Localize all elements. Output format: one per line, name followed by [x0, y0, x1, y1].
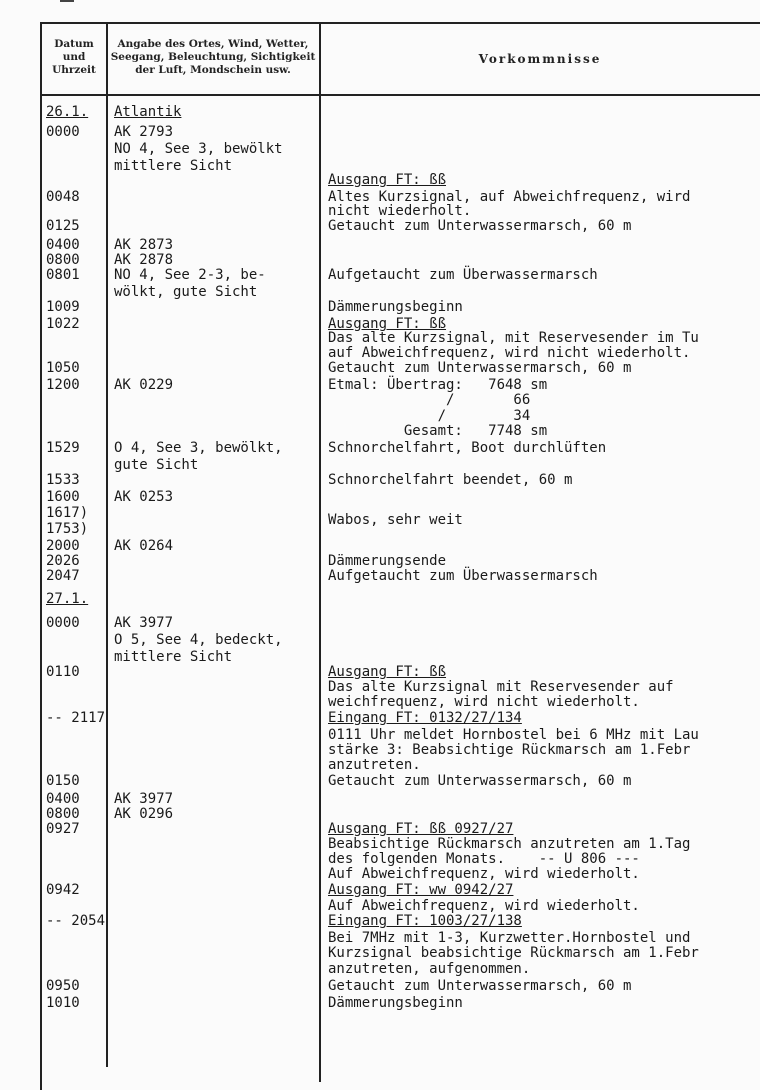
time-cell: 1533 — [46, 472, 80, 488]
header-location-weather — [110, 38, 316, 77]
log-row — [0, 568, 760, 585]
event-cell: Eingang FT: 1003/27/138 — [328, 913, 522, 929]
location-cell: gute Sicht — [114, 457, 199, 473]
corner-mark — [60, 0, 74, 2]
event-cell: 0111 Uhr meldet Hornbostel bei 6 MHz mit Lau — [328, 727, 699, 743]
event-cell: anzutreten, aufgenommen. — [328, 961, 531, 977]
event-cell: Ausgang FT: ßß — [328, 172, 447, 188]
time-cell: 1050 — [46, 360, 80, 376]
time-cell: 0400 — [46, 237, 80, 253]
log-row — [0, 961, 760, 978]
event-cell: Aufgetaucht zum Überwassermarsch — [328, 568, 598, 584]
time-cell: 1600 — [46, 489, 80, 505]
location-cell: AK 0296 — [114, 806, 174, 822]
log-row — [0, 141, 760, 158]
location-cell: AK 2878 — [114, 252, 174, 268]
event-cell: Das alte Kurzsignal mit Reservesender auf — [328, 679, 674, 695]
log-row — [0, 489, 760, 506]
time-cell: 1010 — [46, 995, 80, 1011]
log-row — [0, 218, 760, 235]
event-cell: Altes Kurzsignal, auf Abweichfrequenz, wird — [328, 189, 691, 205]
event-cell: Ausgang FT: ßß — [328, 316, 447, 332]
event-cell: Eingang FT: 0132/27/134 — [328, 710, 522, 726]
event-cell: Getaucht zum Unterwassermarsch, 60 m — [328, 360, 632, 376]
event-cell: Dämmerungsbeginn — [328, 995, 463, 1011]
header-col2-line2: Seegang, Beleuchtung, Sichtigkeit — [110, 51, 316, 63]
log-row — [0, 995, 760, 1012]
time-cell: 0000 — [46, 615, 80, 631]
event-cell: Kurzsignal beabsichtige Rückmarsch am 1.Febr — [328, 945, 699, 961]
location-cell: AK 2873 — [114, 237, 174, 253]
time-cell: -- 2117 — [46, 710, 106, 726]
location-cell: O 5, See 4, bedeckt, — [114, 632, 283, 648]
event-cell: weichfrequenz, wird nicht wiederholt. — [328, 694, 640, 710]
time-cell: 0950 — [46, 978, 80, 994]
log-row — [0, 632, 760, 649]
header-col2-line1: Angabe des Ortes, Wind, Wetter, — [117, 38, 309, 50]
event-cell: des folgenden Monats. -- U 806 --- — [328, 851, 640, 867]
location-cell: mittlere Sicht — [114, 649, 233, 665]
event-cell: auf Abweichfrequenz, wird nicht wiederholt. — [328, 345, 691, 361]
event-cell: Ausgang FT: ßß — [328, 664, 447, 680]
event-cell: nicht wiederholt. — [328, 203, 472, 219]
location-cell: AK 0229 — [114, 377, 174, 393]
event-cell: Das alte Kurzsignal, mit Reservesender im Tu — [328, 330, 699, 346]
log-row — [0, 591, 760, 608]
header-col2-line3: der Luft, Mondschein usw. — [135, 64, 291, 76]
time-cell: 1022 — [46, 316, 80, 332]
time-cell: 1617) — [46, 505, 89, 521]
location-cell: AK 2793 — [114, 124, 174, 140]
event-cell: Etmal: Übertrag: 7648 sm — [328, 377, 548, 393]
event-cell: anzutreten. — [328, 757, 421, 773]
time-cell: 1200 — [46, 377, 80, 393]
location-cell: mittlere Sicht — [114, 158, 233, 174]
log-row — [0, 694, 760, 711]
log-row — [0, 267, 760, 284]
event-cell: Schnorchelfahrt beendet, 60 m — [328, 472, 573, 488]
event-cell: stärke 3: Beabsichtige Rückmarsch am 1.Febr — [328, 742, 691, 758]
time-cell: 0125 — [46, 218, 80, 234]
log-row — [0, 978, 760, 995]
event-cell: Ausgang FT: ßß 0927/27 — [328, 821, 514, 837]
event-cell: Ausgang FT: ww 0942/27 — [328, 882, 514, 898]
location-cell: O 4, See 3, bewölkt, — [114, 440, 283, 456]
location-cell: AK 0264 — [114, 538, 174, 554]
time-cell: 0400 — [46, 791, 80, 807]
time-cell: 2047 — [46, 568, 80, 584]
log-row — [0, 945, 760, 962]
event-cell: Getaucht zum Unterwassermarsch, 60 m — [328, 978, 632, 994]
time-cell: 1753) — [46, 521, 89, 537]
location-cell: AK 3977 — [114, 615, 174, 631]
header-events: Vorkommnisse — [478, 52, 602, 66]
event-cell: Auf Abweichfrequenz, wird wiederholt. — [328, 898, 640, 914]
log-row — [0, 521, 760, 538]
event-cell: Aufgetaucht zum Überwassermarsch — [328, 267, 598, 283]
log-row — [0, 423, 760, 440]
log-row — [0, 472, 760, 489]
log-row — [0, 124, 760, 141]
event-cell: / 66 — [328, 392, 531, 408]
time-cell: 0800 — [46, 806, 80, 822]
location-cell: NO 4, See 2-3, be- — [114, 267, 266, 283]
time-cell: 1009 — [46, 299, 80, 315]
log-row — [0, 615, 760, 632]
time-cell: 0800 — [46, 252, 80, 268]
time-cell: 0110 — [46, 664, 80, 680]
log-row — [0, 882, 760, 899]
log-row — [0, 299, 760, 316]
event-cell: Dämmerungsbeginn — [328, 299, 463, 315]
time-cell: 2026 — [46, 553, 80, 569]
time-cell: 0942 — [46, 882, 80, 898]
time-cell: 0000 — [46, 124, 80, 140]
time-cell: 0048 — [46, 189, 80, 205]
event-cell: Schnorchelfahrt, Boot durchlüften — [328, 440, 607, 456]
event-cell: Auf Abweichfrequenz, wird wiederholt. — [328, 866, 640, 882]
log-row — [0, 866, 760, 883]
event-cell: Beabsichtige Rückmarsch anzutreten am 1.Tag — [328, 836, 691, 852]
header-col1-line1: Datum — [54, 38, 94, 50]
event-cell: Wabos, sehr weit — [328, 512, 463, 528]
log-row — [0, 172, 760, 189]
location-cell: Atlantik — [114, 104, 182, 120]
header-bottom-rule — [40, 94, 760, 96]
location-cell: AK 0253 — [114, 489, 174, 505]
log-row — [0, 392, 760, 409]
time-cell: 27.1. — [46, 591, 89, 607]
log-row — [0, 710, 760, 727]
location-cell: AK 3977 — [114, 791, 174, 807]
time-cell: -- 2054 — [46, 913, 106, 929]
header-date-time — [44, 38, 104, 77]
header-top-rule — [40, 22, 760, 24]
header-col1-line2: und — [62, 51, 86, 63]
location-cell: NO 4, See 3, bewölkt — [114, 141, 283, 157]
event-cell: Dämmerungsende — [328, 553, 447, 569]
time-cell: 0927 — [46, 821, 80, 837]
event-cell: Gesamt: 7748 sm — [328, 423, 548, 439]
log-row — [0, 757, 760, 774]
log-row — [0, 360, 760, 377]
event-cell: Bei 7MHz mit 1-3, Kurzwetter.Hornbostel und — [328, 930, 691, 946]
location-cell: wölkt, gute Sicht — [114, 284, 258, 300]
header-col1-line3: Uhrzeit — [52, 64, 96, 76]
event-cell: Getaucht zum Unterwassermarsch, 60 m — [328, 218, 632, 234]
time-cell: 26.1. — [46, 104, 89, 120]
time-cell: 2000 — [46, 538, 80, 554]
log-row — [0, 440, 760, 457]
log-row — [0, 104, 760, 121]
time-cell: 0150 — [46, 773, 80, 789]
time-cell: 1529 — [46, 440, 80, 456]
log-row — [0, 913, 760, 930]
log-row — [0, 773, 760, 790]
time-cell: 0801 — [46, 267, 80, 283]
event-cell: / 34 — [328, 408, 531, 424]
event-cell: Getaucht zum Unterwassermarsch, 60 m — [328, 773, 632, 789]
